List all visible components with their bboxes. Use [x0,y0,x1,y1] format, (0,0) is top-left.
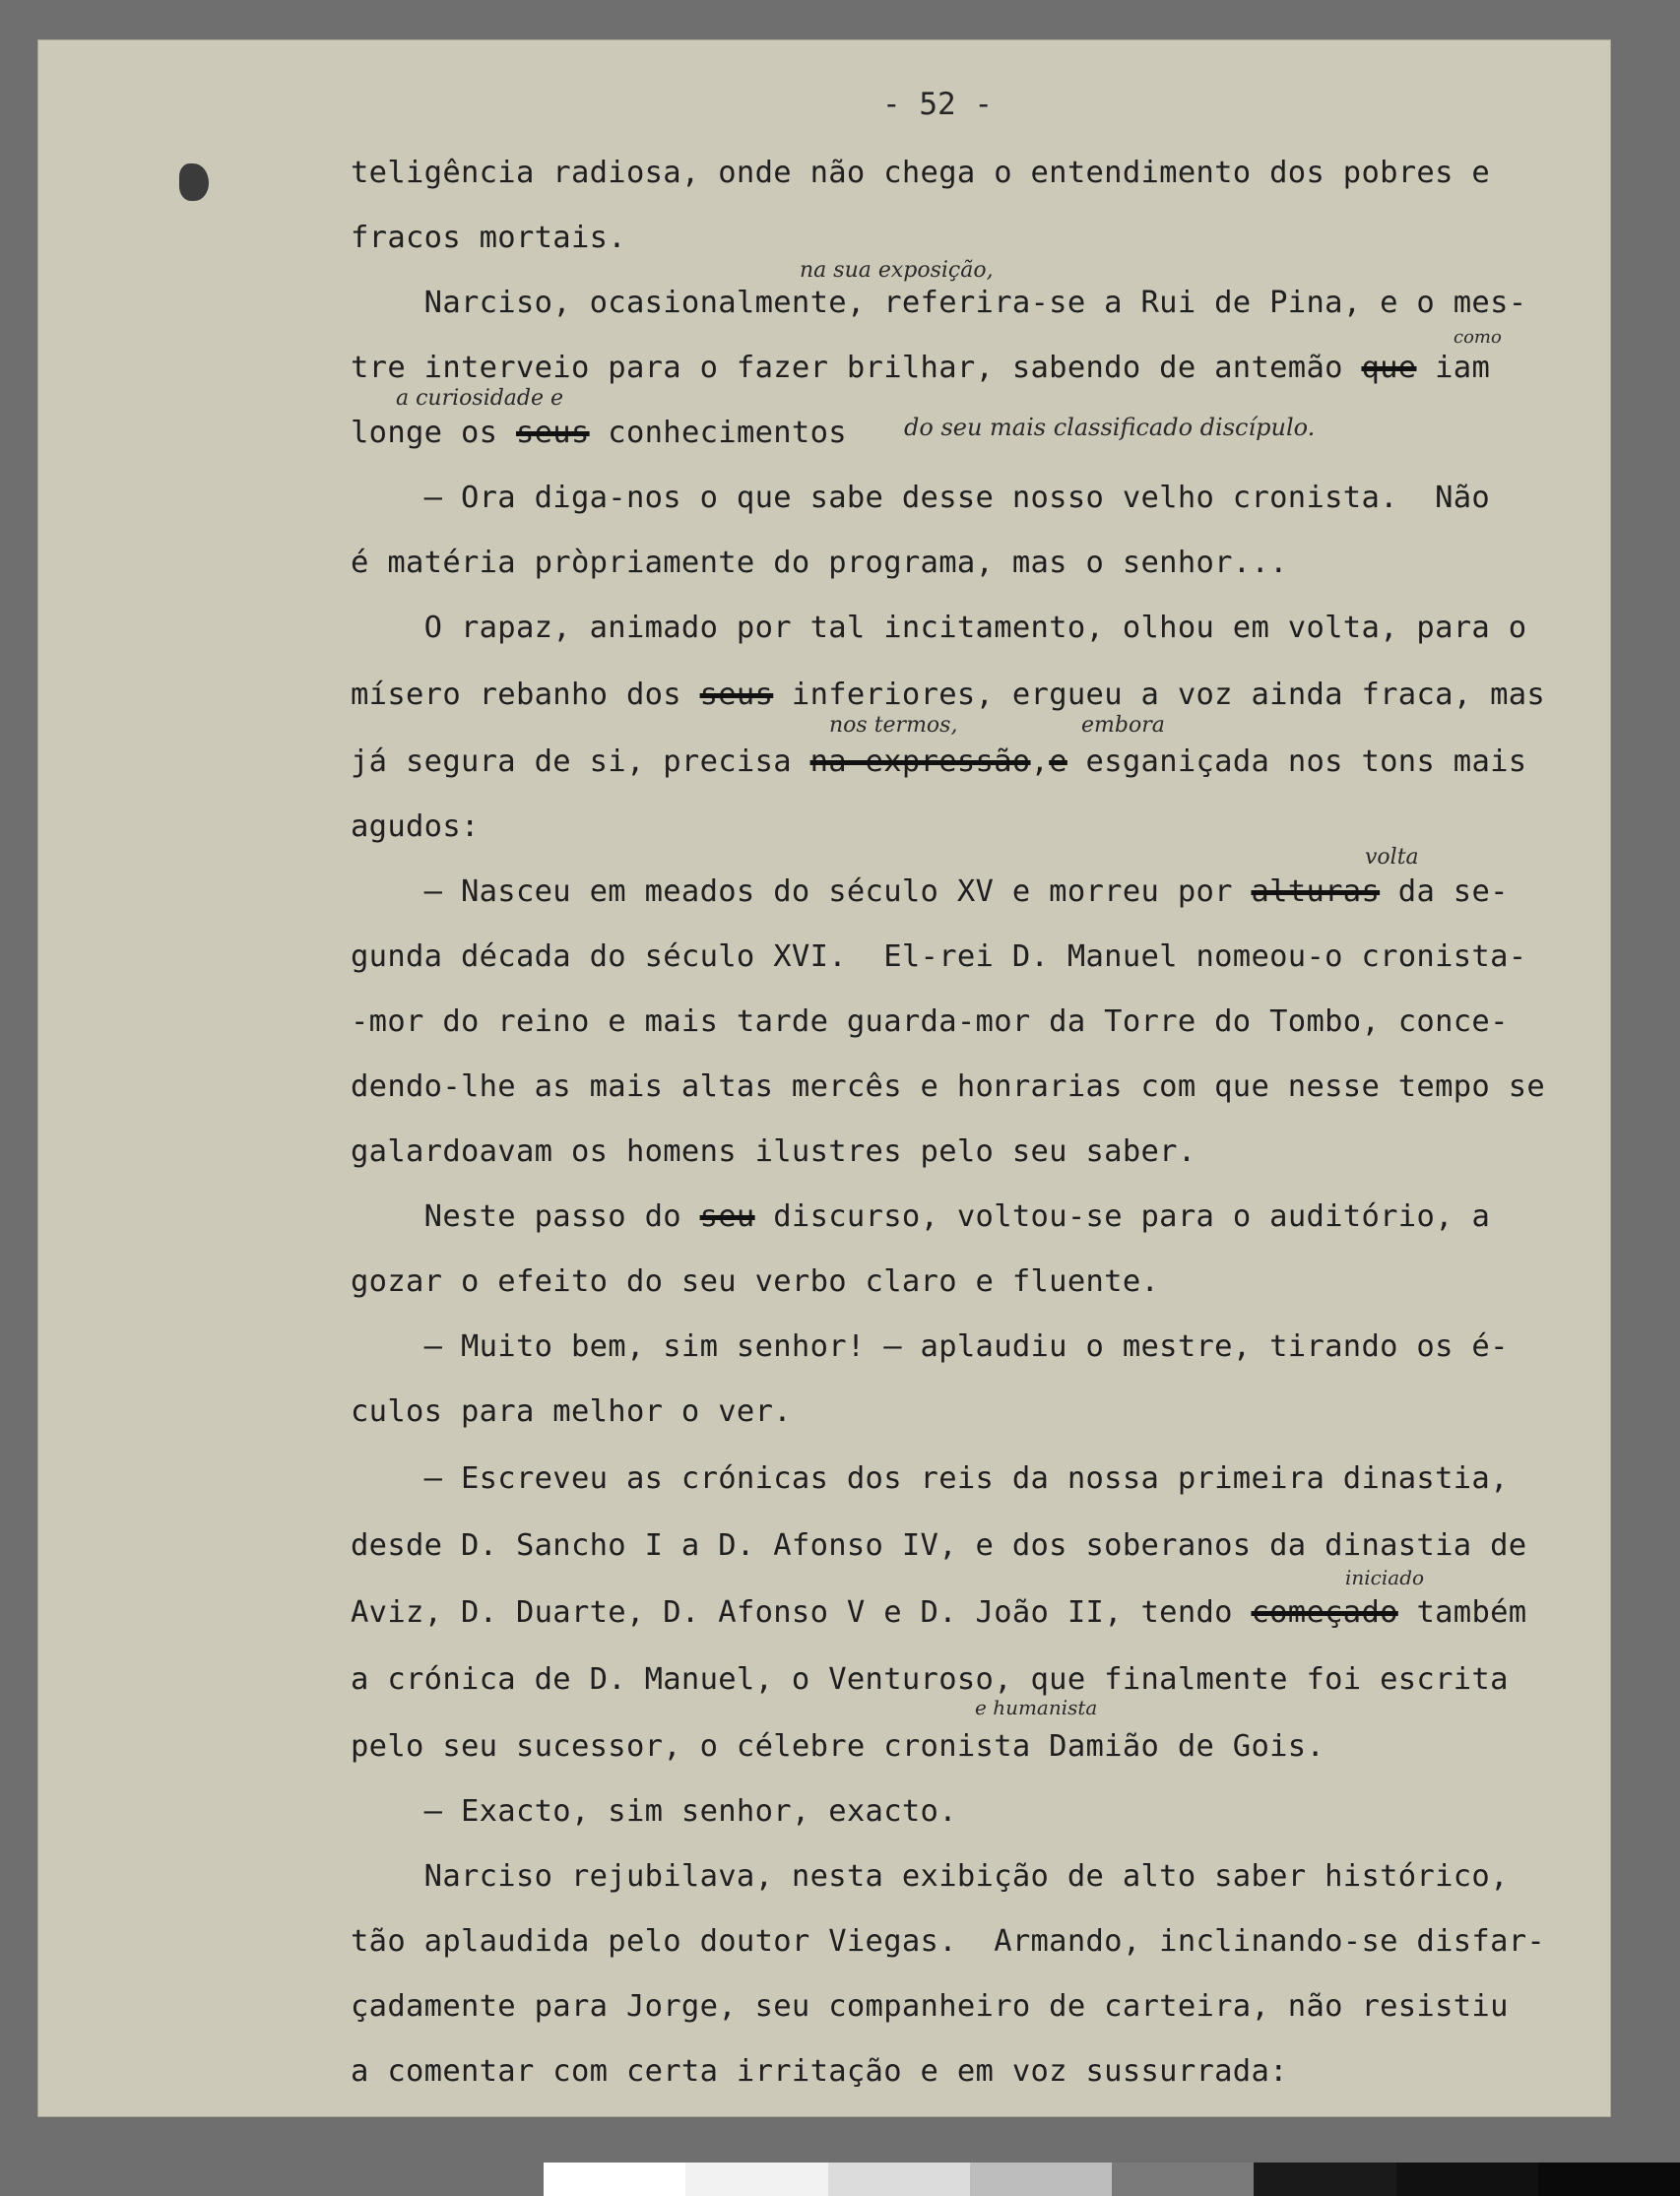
text-line: desde D. Sancho I a D. Afonso IV, e dos soberanos da dinastia de [351,1528,1527,1563]
annotation-volta: volta [1365,845,1419,870]
annotation-nos-termos: nos termos, [829,713,958,738]
struck-word: seus [699,678,774,712]
annotation-e-humanista: e humanista [975,1696,1098,1719]
text-line: — Muito bem, sim senhor! — aplaudiu o mestre, tirando os é- [351,1329,1509,1364]
text-line: dendo-lhe as mais altas mercês e honrarias com que nesse tempo se [351,1069,1546,1104]
text-line: — Exacto, sim senhor, exacto. [351,1794,957,1829]
text-line: O rapaz, animado por tal incitamento, olhou em volta, para o [351,611,1527,645]
text-line: gozar o efeito do seu verbo claro e fluente. [351,1264,1160,1299]
text-line: pelo seu sucessor, o célebre cronista Damião de Gois. [351,1729,1325,1764]
text-line: agudos: [351,809,480,844]
text-line: longe os seus conhecimentos [351,416,847,450]
text-line: a comentar com certa irritação e em voz sussurrada: [351,2054,1288,2089]
paper-hole [179,163,209,201]
text-line: tão aplaudida pelo doutor Viegas. Armando, inclinando-se disfar- [351,1924,1546,1959]
text-line: galardoavam os homens ilustres pelo seu saber. [351,1134,1196,1169]
annotation-como: como [1454,327,1502,348]
text-line: a crónica de D. Manuel, o Venturoso, que finalmente foi escrita [351,1662,1509,1697]
annotation-embora: embora [1081,713,1165,738]
text-line: Narciso rejubilava, nesta exibição de alto saber histórico, [351,1859,1509,1894]
struck-word: começado [1251,1595,1398,1630]
annotation-iniciado: iniciado [1345,1566,1425,1589]
struck-word: na expressão [809,744,1031,779]
text-line: gunda década do século XVI. El-rei D. Manuel nomeou-o cronista- [351,939,1527,974]
struck-word: seu [699,1199,755,1234]
struck-word: e [1049,744,1067,779]
struck-word: que [1361,351,1417,385]
text-line: Neste passo do seu discurso, voltou-se para o auditório, a [351,1199,1491,1234]
text-line: -mor do reino e mais tarde guarda-mor da Torre do Tombo, conce- [351,1004,1509,1039]
annotation-na-sua-exposicao: na sua exposição, [800,258,994,283]
text-line: é matéria pròpriamente do programa, mas o senhor... [351,546,1288,580]
text-line: Narciso, ocasionalmente, referira-se a Rui de Pina, e o mes- [351,286,1527,320]
text-line: çadamente para Jorge, seu companheiro de carteira, não resistiu [351,1989,1509,2024]
page-number: - 52 - [882,87,993,122]
text-line: — Escreveu as crónicas dos reis da nossa primeira dinastia, [351,1461,1509,1496]
struck-word: seus [515,416,590,450]
annotation-a-curiosidade: a curiosidade e [396,386,564,411]
text-line: — Nasceu em meados do século XV e morreu por alturas da se- [351,874,1509,909]
text-line: mísero rebanho dos seus inferiores, ergueu a voz ainda fraca, mas [351,678,1546,712]
text-line: Aviz, D. Duarte, D. Afonso V e D. João II, tendo começado também [351,1595,1527,1630]
text-line: fracos mortais. [351,221,626,255]
text-line: teligência radiosa, onde não chega o entendimento dos pobres e [351,156,1491,190]
text-line: — Ora diga-nos o que sabe desse nosso velho cronista. Não [351,481,1491,515]
text-line: tre interveio para o fazer brilhar, sabendo de antemão que iam [351,351,1491,385]
annotation-do-seu-mais: do seu mais classificado discípulo. [904,414,1316,441]
text-line: já segura de si, precisa na expressão,e esganiçada nos tons mais [351,744,1527,779]
text-line: culos para melhor o ver. [351,1394,792,1429]
scan-scale-bar [544,2163,1680,2196]
struck-word: alturas [1251,874,1381,909]
